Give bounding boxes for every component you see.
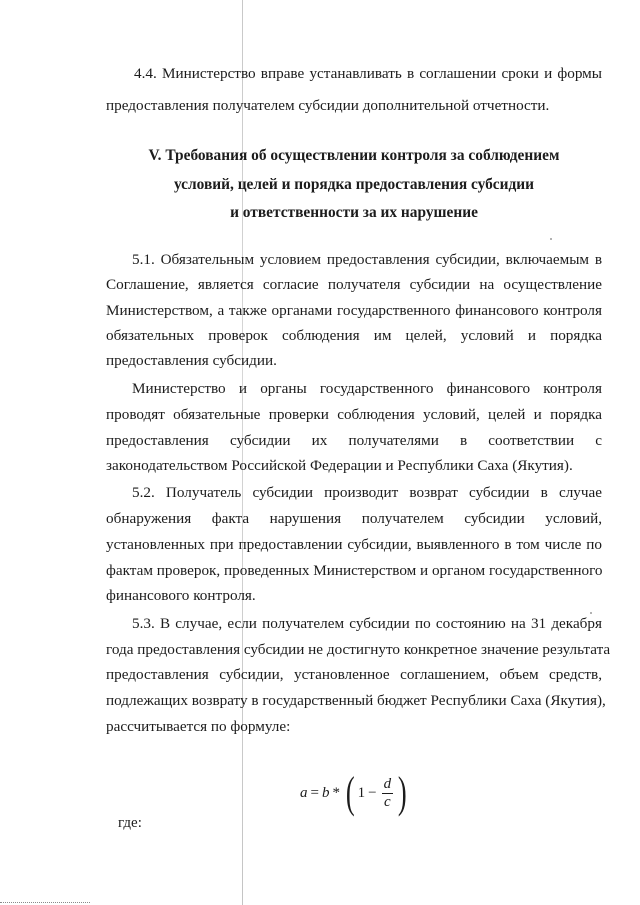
para-control-line: законодательством Российской Федерации и Республики Саха (Якутия). <box>106 457 573 474</box>
formula-minus: − <box>368 784 377 801</box>
para-5-2-line: финансового контроля. <box>106 587 256 604</box>
formula-variable-b: b <box>321 784 330 801</box>
para-5-1-line: Соглашение, является согласие получателя субсидии на осуществление <box>106 276 602 293</box>
scan-edge <box>0 902 90 904</box>
para-5-1-line: Министерством, а также органами государственного финансового контроля <box>106 302 602 319</box>
para-4-4-line: предоставления получателем субсидии дополнительной отчетности. <box>106 97 550 114</box>
para-5-3-line: предоставления субсидии, установленное соглашением, объем средств, <box>106 666 602 683</box>
para-5-2-line: обнаружения факта нарушения получателем субсидии условий, <box>106 510 602 527</box>
para-control-line: Министерство и органы государственного финансового контроля <box>132 380 602 397</box>
formula-one: 1 <box>357 784 366 801</box>
para-control-line: предоставления субсидии их получателями в соответствии с <box>106 432 602 449</box>
para-5-3-line: 5.3. В случае, если получателем субсидии по состоянию на 31 декабря <box>132 615 602 632</box>
para-5-3-line: подлежащих возврату в государственный бюджет Республики Саха (Якутия), <box>106 692 606 709</box>
page-fold-line <box>242 0 243 905</box>
para-5-3-line: рассчитывается по формуле: <box>106 718 291 735</box>
section-heading: V. Требования об осуществлении контроля за соблюдением <box>148 147 560 164</box>
para-control-line: проводят обязательные проверки соблюдения условий, целей и порядка <box>106 406 602 423</box>
section-heading: условий, целей и порядка предоставления субсидии <box>173 176 535 193</box>
refund-formula <box>300 768 410 818</box>
para-5-3-line: года предоставления субсидии не достигнуто конкретное значение результата <box>106 641 611 658</box>
para-5-1-line: обязательных проверок соблюдения им целей, условий и порядка <box>106 327 602 344</box>
para-5-2-line: фактам проверок, проведенных Министерством и органом государственного <box>106 562 603 579</box>
para-5-1-line: предоставления субсидии. <box>106 352 277 369</box>
formula-variable-a: a <box>300 784 308 801</box>
formula-fraction <box>382 776 394 811</box>
formula-right-paren: ) <box>398 768 407 817</box>
formula-denominator: c <box>384 793 391 810</box>
para-4-4-line: 4.4. Министерство вправе устанавливать в соглашении сроки и формы <box>134 65 602 82</box>
formula-times: * <box>332 784 340 801</box>
formula-numerator: d <box>383 775 392 792</box>
formula-equals: = <box>310 784 319 801</box>
formula-left-paren: ( <box>345 768 355 817</box>
para-5-2-line: 5.2. Получатель субсидии производит возврат субсидии в случае <box>132 484 602 501</box>
scan-speck <box>550 238 552 240</box>
section-heading: и ответственности за их нарушение <box>230 204 478 221</box>
para-5-2-line: установленных при предоставлении субсидии, выявленного в том числе по <box>106 536 602 553</box>
where-label: где: <box>118 815 142 831</box>
para-5-1-line: 5.1. Обязательным условием предоставления субсидии, включаемым в <box>132 251 602 268</box>
